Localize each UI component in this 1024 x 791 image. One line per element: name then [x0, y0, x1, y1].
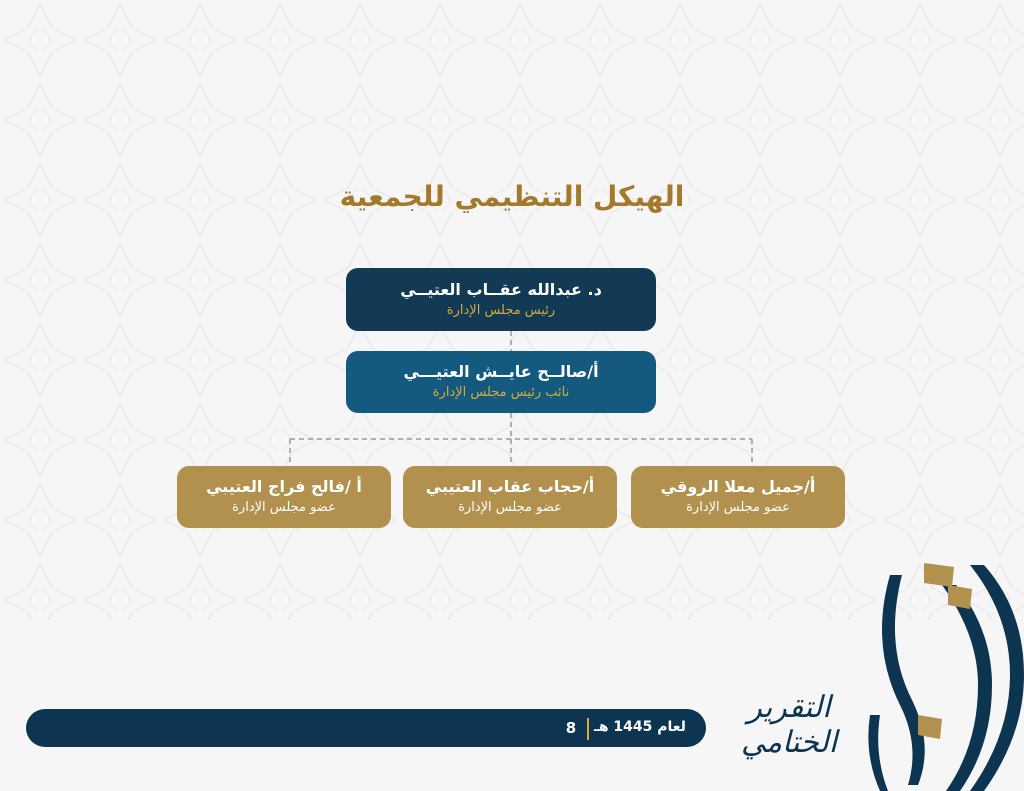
- member-box: [177, 466, 391, 528]
- chairman-name: د. عبدالله عقــاب العتيــي: [400, 279, 602, 299]
- member-name: أ /فالح فراج العتيبي: [206, 477, 362, 496]
- calligraphy-ornament-icon: [860, 555, 1024, 791]
- member-role: عضو مجلس الإدارة: [458, 500, 562, 515]
- member-box: [631, 466, 845, 528]
- chairman-box: [346, 268, 656, 331]
- vice-chairman-role: نائب رئيس مجلس الإدارة: [432, 385, 570, 400]
- vice-chairman-box: [346, 351, 656, 413]
- page-title: الهيكل التنظيمي للجمعية: [339, 180, 685, 213]
- member-role: عضو مجلس الإدارة: [686, 500, 790, 515]
- member-name: أ/جميل معلا الروقي: [660, 477, 816, 496]
- footer-year: لعام 1445 هـ: [594, 719, 686, 735]
- member-name: أ/حجاب عقاب العتيبي: [425, 477, 595, 496]
- footer-divider: [587, 718, 589, 740]
- page-number: 8: [565, 719, 577, 737]
- chairman-role: رئيس مجلس الإدارة: [446, 302, 556, 318]
- vice-chairman-name: أ/صالــح عايــش العتيـــي: [403, 362, 599, 381]
- member-role: عضو مجلس الإدارة: [232, 500, 336, 515]
- member-box: [403, 466, 617, 528]
- report-logo: التقرير الختامي: [740, 690, 838, 760]
